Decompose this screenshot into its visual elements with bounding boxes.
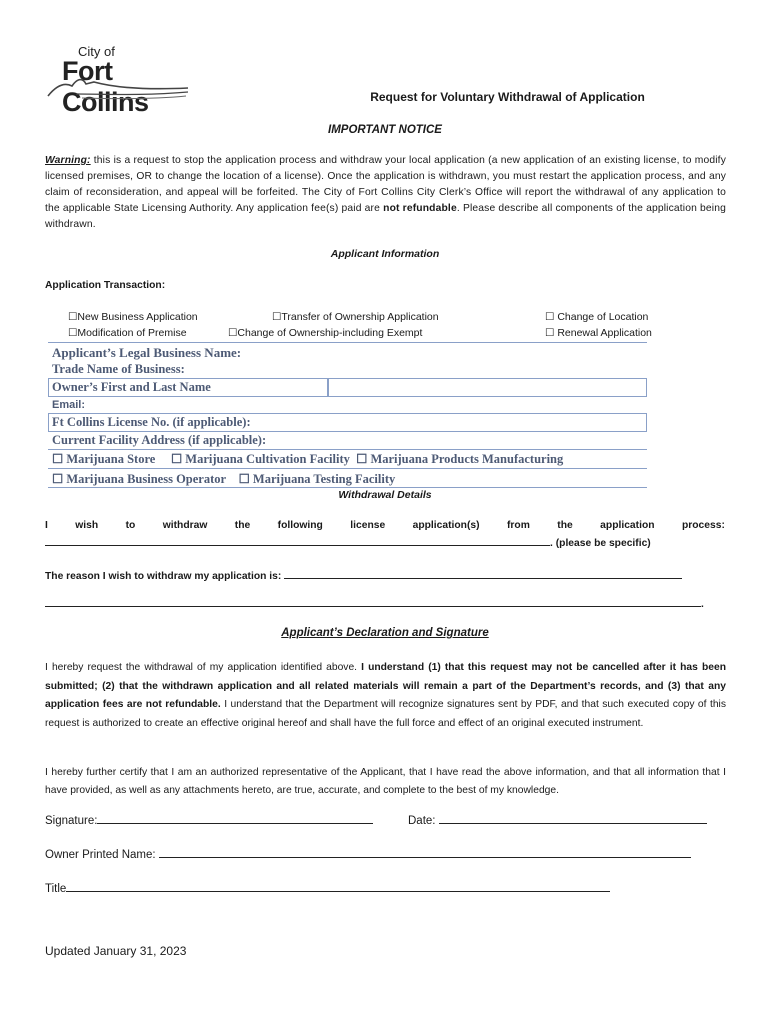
option-change-ownership[interactable]: ☐Change of Ownership-including Exempt [228, 327, 423, 339]
updated-date: Updated January 31, 2023 [45, 944, 187, 958]
facility-types-row-2 [48, 468, 647, 488]
type-cultivation-facility[interactable]: ☐ Marijuana Cultivation Facility [170, 452, 350, 466]
page-title: Request for Voluntary Withdrawal of Application [370, 90, 645, 104]
word: the [234, 520, 251, 531]
transaction-label: Application Transaction: [45, 280, 166, 291]
title-field[interactable] [66, 891, 610, 892]
type-marijuana-store[interactable]: ☐ Marijuana Store [52, 452, 156, 466]
title-label: Title [45, 883, 67, 895]
printed-name-label: Owner Printed Name: [45, 849, 159, 861]
please-specific: . (please be specific) [550, 538, 651, 549]
trade-name-label: Trade Name of Business: [52, 362, 185, 376]
applicant-table [48, 342, 647, 488]
signature-label: Signature: [45, 815, 98, 827]
date-field[interactable] [439, 823, 707, 824]
license-no-row [48, 413, 647, 432]
option-modification-premise[interactable]: ☐Modification of Premise [68, 327, 187, 339]
signature-field[interactable] [97, 823, 373, 824]
word: application(s) [412, 520, 480, 531]
type-testing-facility[interactable]: ☐ Marijuana Testing Facility [238, 472, 396, 486]
word: application [600, 520, 655, 531]
license-no-label: Ft Collins License No. (if applicable): [52, 415, 251, 429]
email-label: Email: [52, 399, 86, 411]
reason-line [45, 571, 682, 582]
declaration-paragraph-1 [45, 659, 726, 733]
date-line [408, 815, 707, 827]
date-label: Date: [408, 815, 439, 827]
important-notice: IMPORTANT NOTICE [328, 124, 442, 136]
logo-name-text: Fort Collins [62, 56, 149, 117]
word: I [45, 520, 48, 531]
reason-field-2[interactable] [45, 606, 701, 607]
applicant-info-heading: Applicant Information [330, 248, 440, 260]
owner-name-input[interactable] [328, 378, 647, 397]
option-renewal[interactable]: ☐ Renewal Application [545, 327, 652, 339]
signature-line [45, 815, 373, 827]
email-row[interactable] [48, 397, 647, 413]
word: to [125, 520, 136, 531]
warning-text-2: . Please describe all components of the application being withdrawn. [45, 203, 726, 230]
word: process: [681, 520, 725, 531]
title-line [45, 883, 610, 895]
declaration-text-b: I understand that the Department will recognize signatures sent by PDF, and that such executed copy of this request is authorized to create an effective original hereof and shall have the full force and effect of an original executed instrument. [45, 699, 726, 729]
type-products-manufacturing[interactable]: ☐ Marijuana Products Manufacturing [356, 452, 564, 466]
withdraw-line-2 [45, 538, 651, 549]
owner-name-row [48, 378, 324, 397]
printed-name-line [45, 849, 691, 861]
word: license [350, 520, 386, 531]
withdraw-line-1 [45, 520, 725, 531]
reason-field[interactable] [284, 578, 682, 579]
word: wish [75, 520, 99, 531]
logo-city-text: City of [78, 44, 115, 59]
trade-name-row[interactable] [48, 361, 647, 378]
printed-name-field[interactable] [159, 857, 691, 858]
declaration-paragraph-2: I hereby further certify that I am an authorized representative of the Applicant, that I have read the above information, and that all information that I have provided, as well as any attachments hereto, are true, accurate, and complete to the best of my knowledge. [45, 767, 726, 796]
address-row[interactable] [48, 432, 647, 449]
word: from [506, 520, 530, 531]
declaration-text-bold: I understand (1) that this request may not be cancelled after it has been submitted; (2) that the withdrawn application and all related materials will remain a part of the Department’s records, and (3) that any application fees are not refundable. [45, 662, 726, 710]
word: withdraw [162, 520, 208, 531]
declaration-heading: Applicant’s Declaration and Signature [281, 627, 489, 639]
option-change-location[interactable]: ☐ Change of Location [545, 311, 649, 323]
reason-label: The reason I wish to withdraw my application is: [45, 571, 285, 582]
warning-not-refundable: not refundable [383, 203, 457, 214]
reason-line-2: . [45, 599, 704, 610]
withdrawal-heading: Withdrawal Details [338, 489, 432, 501]
owner-name-label: Owner’s First and Last Name [52, 380, 211, 394]
type-business-operator[interactable]: ☐ Marijuana Business Operator [52, 472, 227, 486]
warning-paragraph [45, 153, 726, 233]
declaration-text-a: I hereby request the withdrawal of my application identified above. [45, 662, 362, 673]
legal-name-label: Applicant’s Legal Business Name: [52, 345, 242, 360]
warning-text-1: this is a request to stop the application process and withdraw your local application (a new application of an existing license, to modify licensed premises, OR to change the location of a license). Once the application is withdrawn, you must restart the application process, and any claim of reconsideration, and appeal will be forfeited. The City of Fort Collins City Clerk’s Office will report the withdrawal of any application to the applicable State Licensing Authority. Any application fee(s) paid are [45, 155, 726, 214]
option-new-business[interactable]: ☐New Business Application [68, 311, 198, 323]
word: following [277, 520, 323, 531]
facility-types-row-1 [48, 449, 647, 468]
license-application-field[interactable] [45, 545, 550, 546]
address-label: Current Facility Address (if applicable): [52, 433, 267, 447]
word: the [557, 520, 573, 531]
option-transfer-ownership[interactable]: ☐Transfer of Ownership Application [272, 311, 439, 323]
warning-label: Warning: [45, 155, 91, 166]
legal-name-row[interactable] [48, 342, 647, 361]
